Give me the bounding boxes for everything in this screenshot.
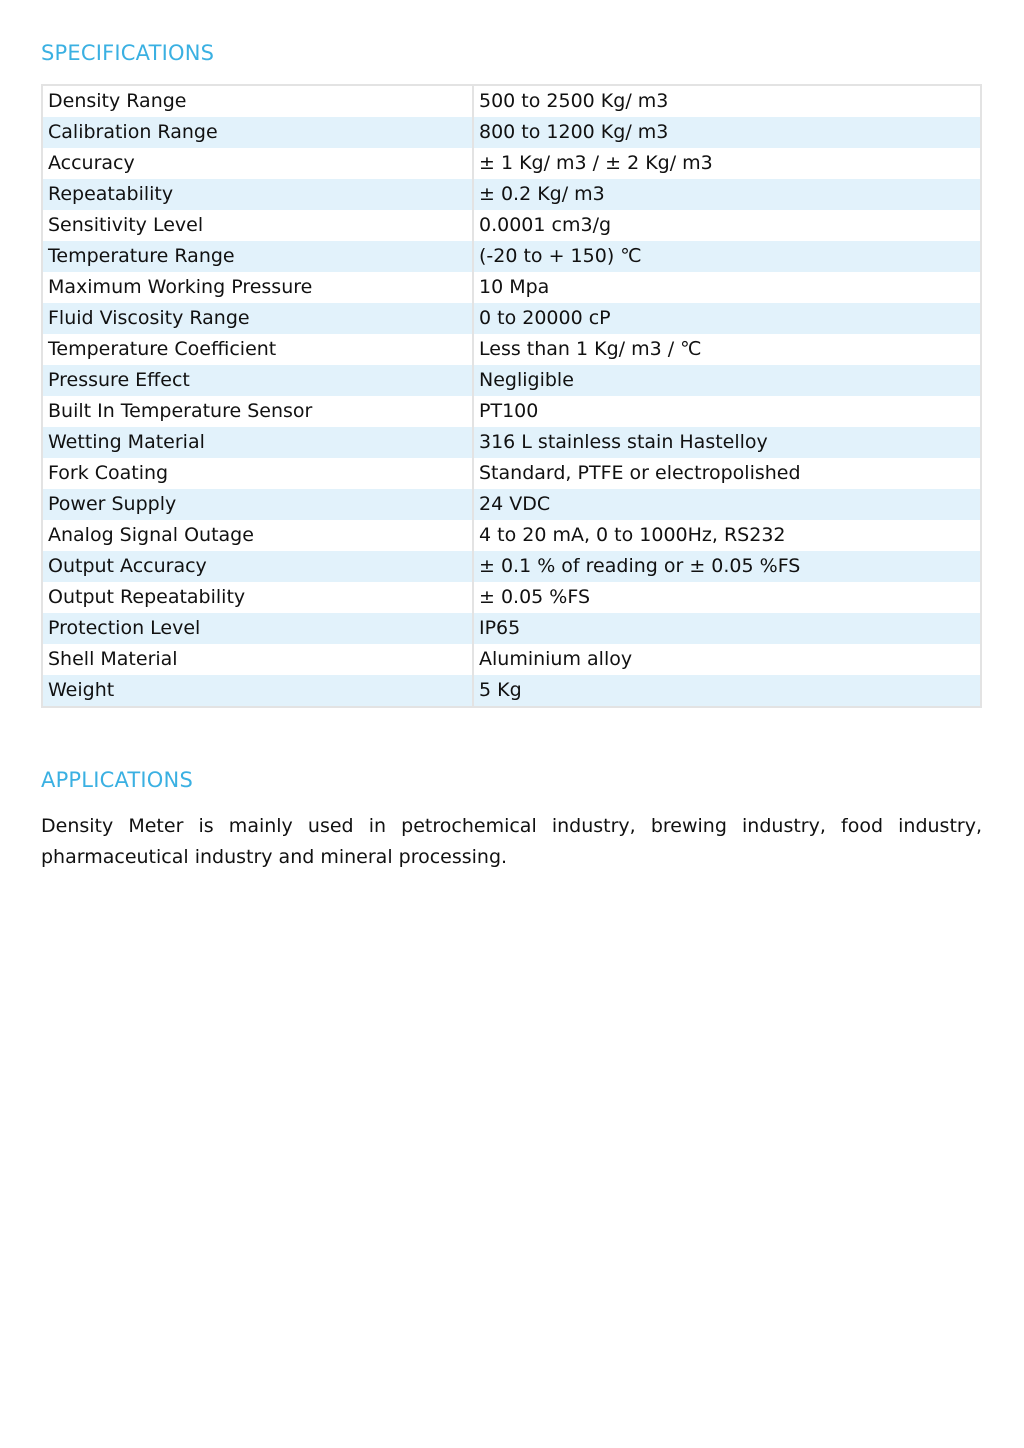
spec-value: 800 to 1200 Kg/ m3 [473, 117, 981, 148]
spec-label: Protection Level [42, 613, 473, 644]
table-row [42, 117, 981, 148]
spec-label: Weight [42, 675, 473, 707]
table-row [42, 520, 981, 551]
spec-label: Calibration Range [42, 117, 473, 148]
spec-value: 316 L stainless stain Hastelloy [473, 427, 981, 458]
spec-value: (-20 to + 150) ℃ [473, 241, 981, 272]
table-row [42, 551, 981, 582]
spec-value: Negligible [473, 365, 981, 396]
table-row [42, 334, 981, 365]
spec-value: Less than 1 Kg/ m3 / ℃ [473, 334, 981, 365]
spec-value: IP65 [473, 613, 981, 644]
spec-value: ± 1 Kg/ m3 / ± 2 Kg/ m3 [473, 148, 981, 179]
spec-label: Fork Coating [42, 458, 473, 489]
table-row [42, 458, 981, 489]
spec-label: Temperature Range [42, 241, 473, 272]
spec-label: Analog Signal Outage [42, 520, 473, 551]
spec-label: Pressure Effect [42, 365, 473, 396]
spec-label: Density Range [42, 85, 473, 117]
table-row [42, 179, 981, 210]
spec-value: 4 to 20 mA, 0 to 1000Hz, RS232 [473, 520, 981, 551]
table-row [42, 303, 981, 334]
table-row [42, 675, 981, 707]
spec-value: ± 0.2 Kg/ m3 [473, 179, 981, 210]
specifications-table-body [42, 85, 981, 707]
spec-value: Standard, PTFE or electropolished [473, 458, 981, 489]
table-row [42, 396, 981, 427]
spec-label: Power Supply [42, 489, 473, 520]
spec-label: Output Repeatability [42, 582, 473, 613]
spec-value: 5 Kg [473, 675, 981, 707]
table-row [42, 241, 981, 272]
spec-label: Sensitivity Level [42, 210, 473, 241]
spec-value: 500 to 2500 Kg/ m3 [473, 85, 981, 117]
spec-label: Maximum Working Pressure [42, 272, 473, 303]
table-row [42, 148, 981, 179]
table-row [42, 489, 981, 520]
spec-label: Fluid Viscosity Range [42, 303, 473, 334]
table-row [42, 613, 981, 644]
table-row [42, 272, 981, 303]
spec-label: Accuracy [42, 148, 473, 179]
spec-label: Shell Material [42, 644, 473, 675]
spec-value: Aluminium alloy [473, 644, 981, 675]
spec-label: Wetting Material [42, 427, 473, 458]
specifications-heading: SPECIFICATIONS [41, 41, 215, 65]
spec-label: Temperature Coefficient [42, 334, 473, 365]
applications-heading: APPLICATIONS [41, 768, 193, 792]
table-row [42, 85, 981, 117]
spec-value: 10 Mpa [473, 272, 981, 303]
table-row [42, 427, 981, 458]
spec-label: Output Accuracy [42, 551, 473, 582]
spec-value: 0 to 20000 cP [473, 303, 981, 334]
table-row [42, 365, 981, 396]
table-row [42, 210, 981, 241]
spec-value: ± 0.1 % of reading or ± 0.05 %FS [473, 551, 981, 582]
spec-value: ± 0.05 %FS [473, 582, 981, 613]
spec-label: Repeatability [42, 179, 473, 210]
spec-value: 24 VDC [473, 489, 981, 520]
specifications-table [41, 84, 982, 708]
spec-value: PT100 [473, 396, 981, 427]
applications-paragraph: Density Meter is mainly used in petrochemical industry, brewing industry, food industry, pharmaceutical industry and mineral processing. [41, 815, 982, 868]
table-row [42, 582, 981, 613]
spec-label: Built In Temperature Sensor [42, 396, 473, 427]
table-row [42, 644, 981, 675]
spec-value: 0.0001 cm3/g [473, 210, 981, 241]
